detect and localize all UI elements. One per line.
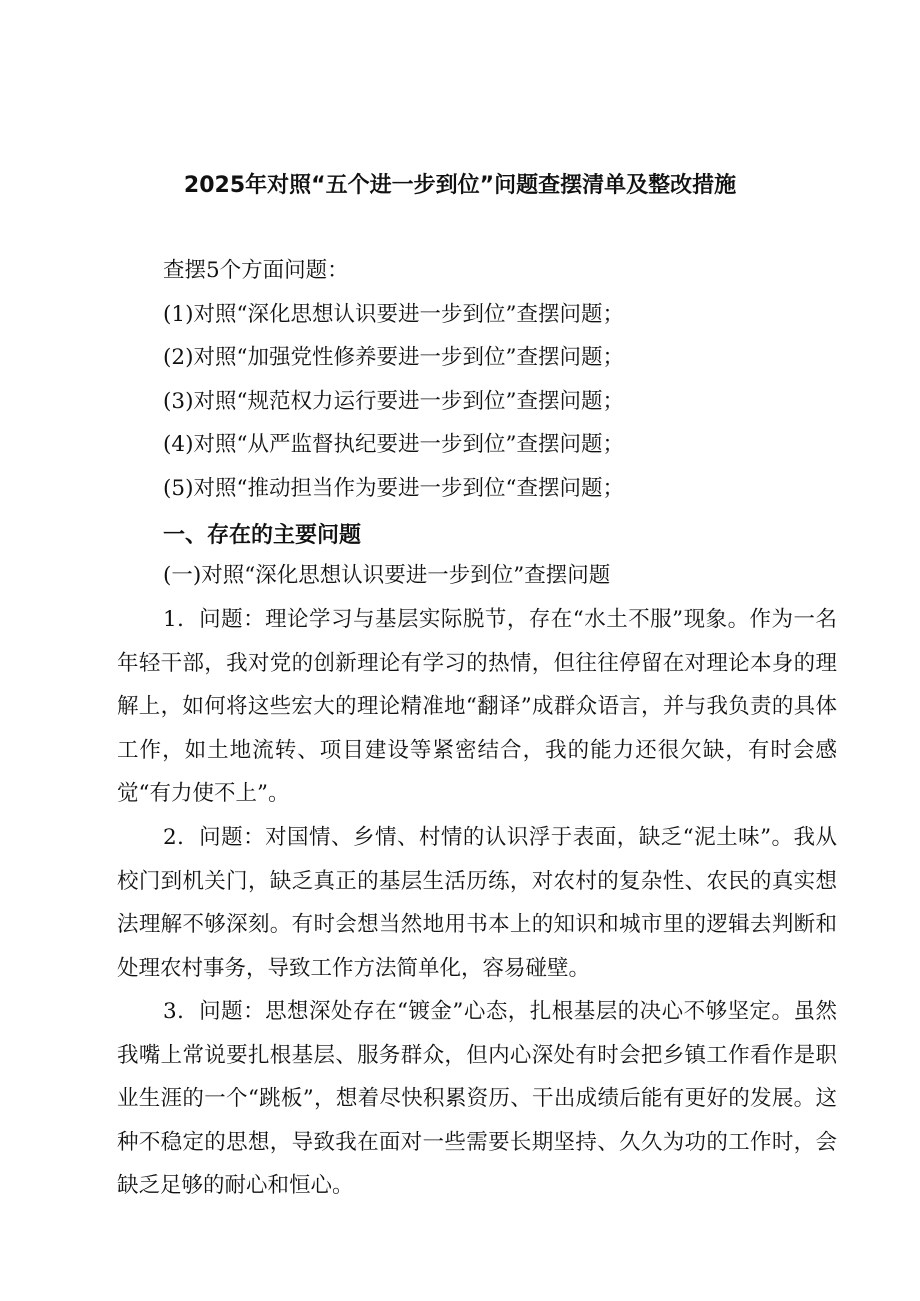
- list-item: (4)对照“从严监督执纪要进一步到位”查摆问题；: [163, 432, 624, 457]
- paragraph: 1．问题：理论学习与基层实际脱节，存在“水土不服”现象。作为一名年轻干部，我对党的创新理论有学习的热情，但往往停留在对理论本身的理解上，如何将这些宏大的理论精准地“翻译”成群众语言，并与我负责的具体工作，如土地流转、项目建设等紧密结合，我的能力还很欠缺，有时会感觉“有力使不上”。: [117, 607, 837, 806]
- paragraph: 3．问题：思想深处存在“镀金”心态，扎根基层的决心不够坚定。虽然我嘴上常说要扎根基层、服务群众，但内心深处有时会把乡镇工作看作是职业生涯的一个“跳板”，想着尽快积累资历、干出成绩后能有更好的发展。这种不稳定的思想，导致我在面对一些需要长期坚持、久久为功的工作时，会缺乏足够的耐心和恒心。: [117, 999, 837, 1198]
- section-heading: 一、存在的主要问题: [163, 523, 362, 548]
- list-item: (2)对照“加强党性修养要进一步到位”查摆问题；: [163, 345, 624, 370]
- intro-line: 查摆5个方面问题：: [163, 258, 349, 283]
- list-item: (1)对照“深化思想认识要进一步到位”查摆问题；: [163, 302, 624, 327]
- document-title: 2025年对照“五个进一步到位”问题查摆清单及整改措施: [183, 173, 737, 198]
- list-item: (3)对照“规范权力运行要进一步到位”查摆问题；: [163, 389, 624, 414]
- list-item: (5)对照“推动担当作为要进一步到位“查摆问题；: [163, 476, 624, 501]
- subsection-heading: (一)对照“深化思想认识要进一步到位”查摆问题: [163, 563, 611, 588]
- paragraph: 2．问题：对国情、乡情、村情的认识浮于表面，缺乏“泥土味”。我从校门到机关门，缺乏真正的基层生活历练，对农村的复杂性、农民的真实想法理解不够深刻。有时会想当然地用书本上的知识和城市里的逻辑去判断和处理农村事务，导致工作方法简单化，容易碰壁。: [117, 825, 837, 981]
